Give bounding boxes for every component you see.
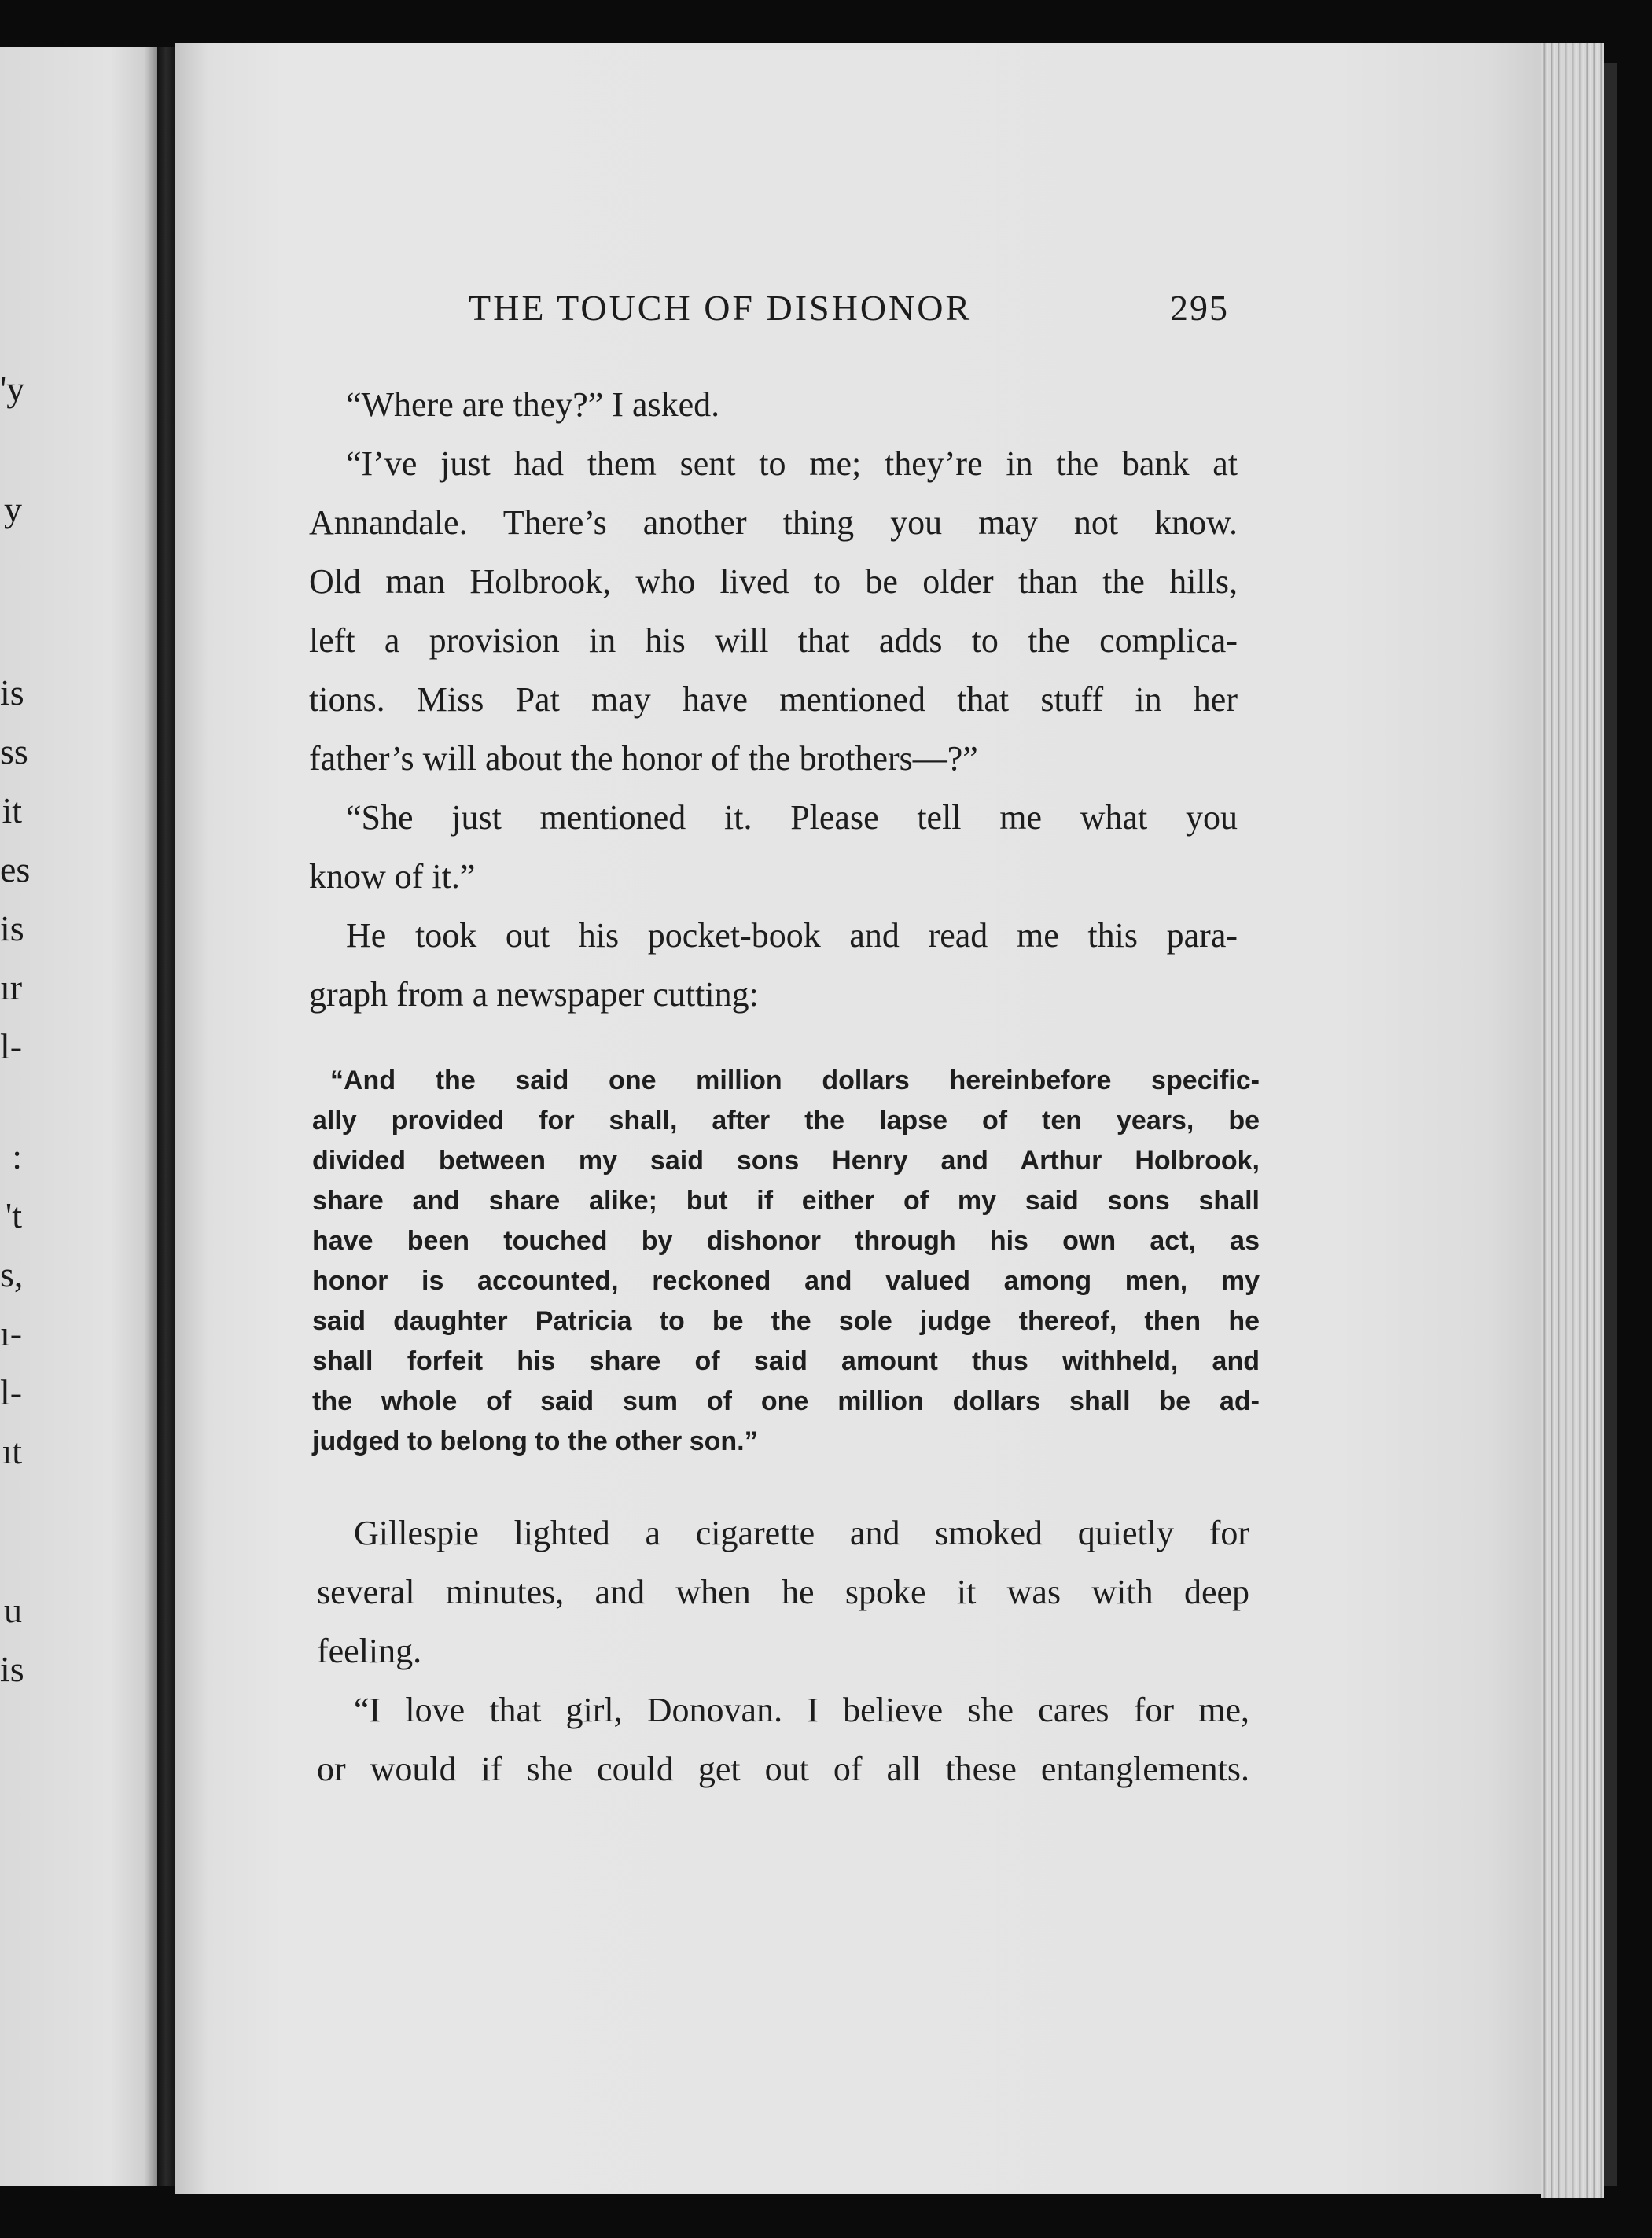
left-page-fragment: 't xyxy=(5,1195,22,1235)
quotation-line: share and share alike; but if either of my said sons shall xyxy=(312,1186,1260,1216)
body-line: He took out his pocket-book and read me this para- xyxy=(346,916,1238,955)
quotation-line: ally provided for shall, after the lapse of ten years, be xyxy=(312,1106,1260,1136)
left-page-fragment: is xyxy=(0,1649,24,1689)
left-page-fragment: : xyxy=(12,1136,22,1176)
body-line: know of it.” xyxy=(309,857,476,896)
quotation-line: said daughter Patricia to be the sole judge thereof, then he xyxy=(312,1306,1260,1336)
left-page-fragment: y xyxy=(4,489,22,529)
quotation-line: divided between my said sons Henry and Arthur Holbrook, xyxy=(312,1146,1260,1176)
left-page-fragment: es xyxy=(0,849,31,889)
left-page-fragment: ss xyxy=(0,731,28,771)
page-number: 295 xyxy=(1170,288,1229,328)
body-line: “Where are they?” I asked. xyxy=(346,385,720,424)
page-stack-edge xyxy=(1541,43,1604,2198)
body-line: tions. Miss Pat may have mentioned that stuff in her xyxy=(309,680,1238,719)
body-line: “I’ve just had them sent to me; they’re in the bank at xyxy=(346,444,1238,483)
page-edge-shadow xyxy=(1604,63,1617,2186)
left-page-fragment: 'y xyxy=(0,369,25,409)
quotation-line: the whole of said sum of one million dollars shall be ad- xyxy=(312,1386,1260,1416)
body-line: feeling. xyxy=(317,1632,422,1670)
left-page-fragment: it xyxy=(2,790,22,830)
quotation-line: honor is accounted, reckoned and valued among men, my xyxy=(312,1266,1260,1296)
body-line: left a provision in his will that adds to the complica- xyxy=(309,621,1238,660)
body-line: graph from a newspaper cutting: xyxy=(309,975,759,1014)
quotation-line: shall forfeit his share of said amount thus withheld, and xyxy=(312,1346,1260,1376)
body-line: “I love that girl, Donovan. I believe she cares for me, xyxy=(354,1691,1249,1729)
left-facing-page xyxy=(0,47,157,2186)
left-page-fragment: ır xyxy=(0,967,23,1007)
book-gutter xyxy=(157,47,175,2186)
body-line: or would if she could get out of all these entanglements. xyxy=(317,1750,1249,1788)
body-line: several minutes, and when he spoke it was with deep xyxy=(317,1573,1249,1611)
left-page-fragment: u xyxy=(4,1590,22,1630)
body-line: Old man Holbrook, who lived to be older than the hills, xyxy=(309,562,1238,601)
running-title: THE TOUCH OF DISHONOR xyxy=(469,288,973,328)
body-line: “She just mentioned it. Please tell me what you xyxy=(346,798,1238,837)
left-page-fragment: is xyxy=(0,908,24,948)
left-page-fragment: l- xyxy=(0,1372,23,1412)
quotation-line: “And the said one million dollars hereinbefore specific- xyxy=(330,1066,1260,1095)
quotation-line: have been touched by dishonor through his own act, as xyxy=(312,1226,1260,1256)
left-page-fragment: s, xyxy=(0,1254,24,1294)
body-line: father’s will about the honor of the brothers—?” xyxy=(309,739,978,778)
left-page-fragment: ı- xyxy=(0,1313,23,1353)
left-page-fragment: is xyxy=(0,672,24,712)
left-page-fragment: l- xyxy=(0,1026,23,1066)
body-line: Annandale. There’s another thing you may not know. xyxy=(309,503,1238,542)
quotation-line: judged to belong to the other son.” xyxy=(312,1426,758,1456)
left-page-fragment: ıt xyxy=(2,1431,22,1471)
body-line: Gillespie lighted a cigarette and smoked quietly for xyxy=(354,1514,1249,1552)
